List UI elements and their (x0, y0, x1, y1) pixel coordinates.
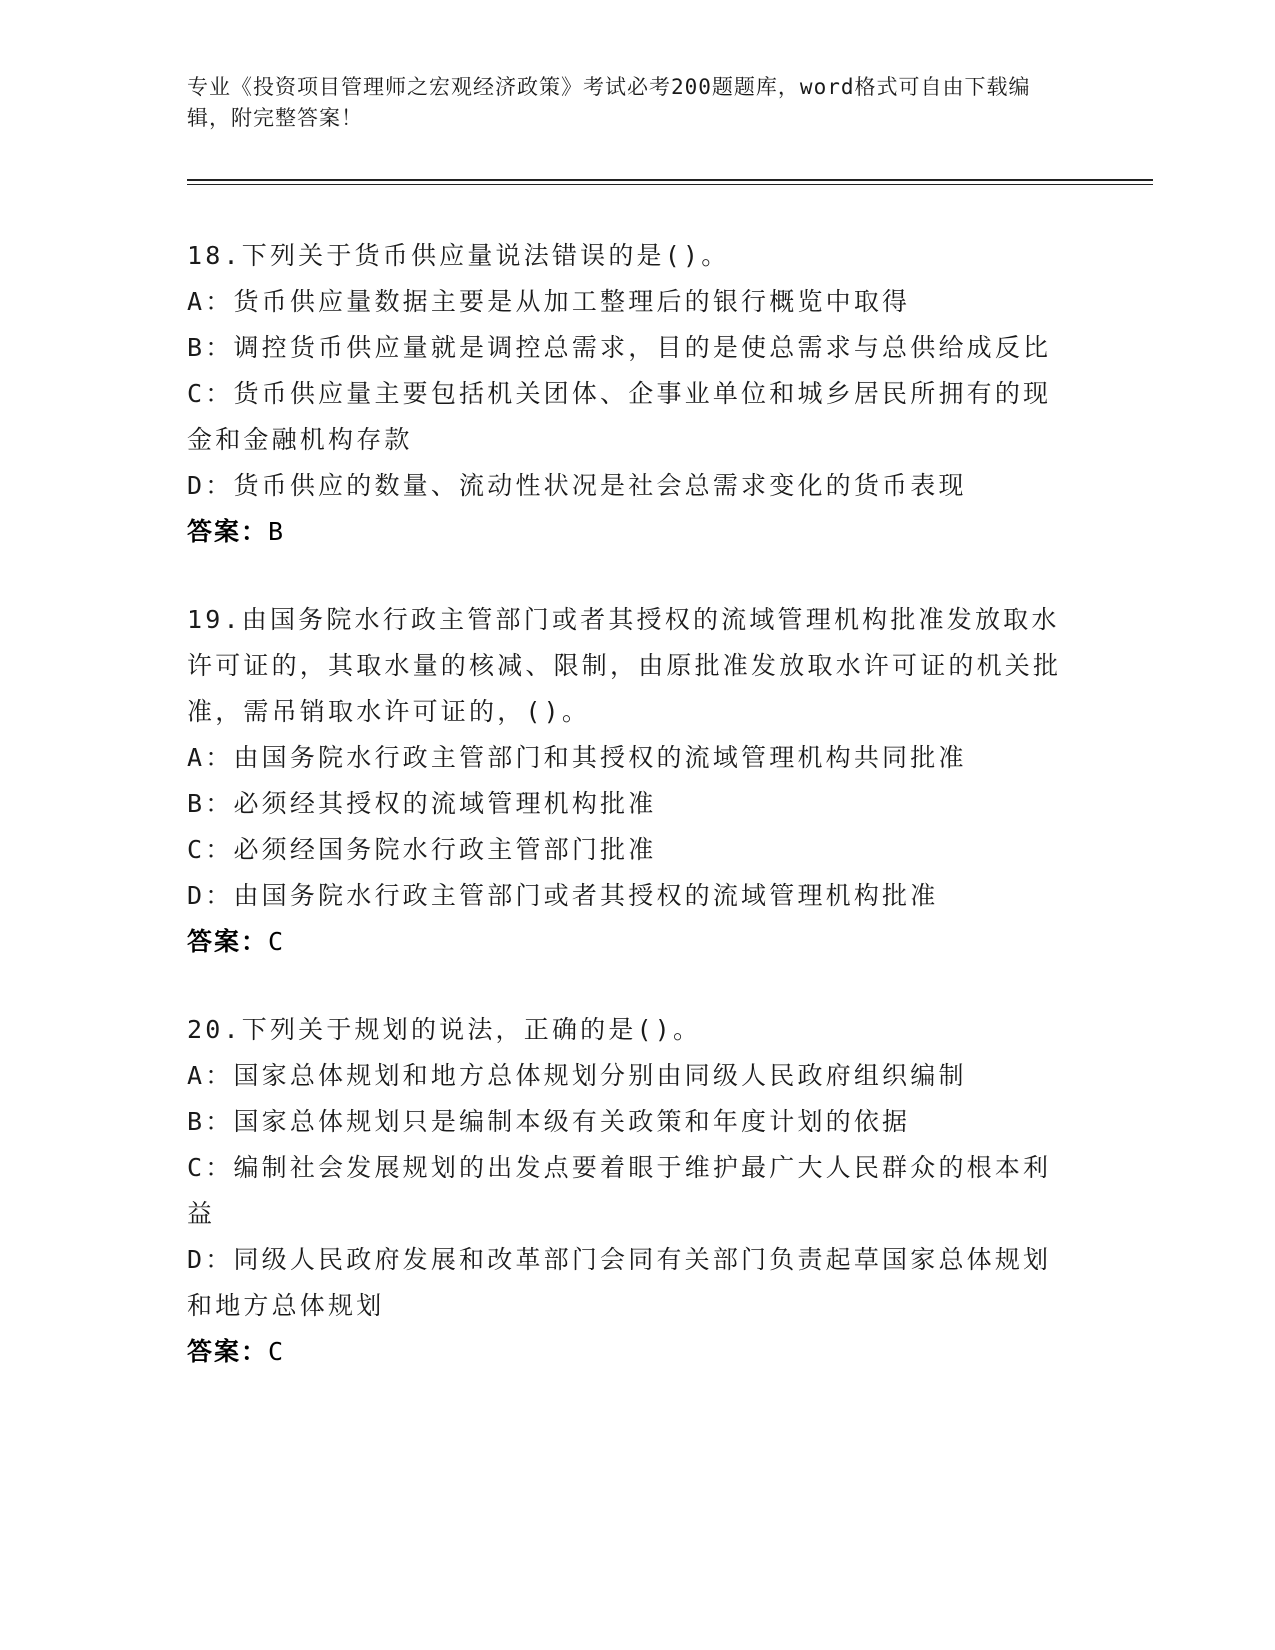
option-b: B：国家总体规划只是编制本级有关政策和年度计划的依据 (187, 1107, 911, 1136)
answer-line (187, 1329, 1077, 1375)
answer-value: B (268, 517, 284, 546)
option-a: A：货币供应量数据主要是从加工整理后的银行概览中取得 (187, 287, 911, 316)
header-rule-thin (187, 184, 1153, 185)
question-stem: 18.下列关于货币供应量说法错误的是()。 (187, 241, 730, 270)
question-list (187, 233, 1077, 1417)
question-19 (187, 597, 1077, 965)
question-20 (187, 1007, 1077, 1375)
answer-label: 答案： (187, 927, 269, 956)
header-rule-thick (187, 179, 1153, 181)
option-b: B：调控货币供应量就是调控总需求，目的是使总需求与总供给成反比 (187, 333, 1052, 362)
question-18 (187, 233, 1077, 555)
option-d: D：由国务院水行政主管部门或者其授权的流域管理机构批准 (187, 881, 939, 910)
answer-value: C (268, 1337, 284, 1366)
option-d: D：货币供应的数量、流动性状况是社会总需求变化的货币表现 (187, 471, 967, 500)
answer-label: 答案： (187, 1337, 269, 1366)
option-c: C：必须经国务院水行政主管部门批准 (187, 835, 657, 864)
question-stem: 20.下列关于规划的说法，正确的是()。 (187, 1015, 702, 1044)
option-b: B：必须经其授权的流域管理机构批准 (187, 789, 657, 818)
option-c: C：编制社会发展规划的出发点要着眼于维护最广大人民群众的根本利益 (187, 1153, 1052, 1228)
question-stem: 19.由国务院水行政主管部门或者其授权的流域管理机构批准发放取水许可证的，其取水量的核减、限制，由原批准发放取水许可证的机关批准，需吊销取水许可证的，()。 (187, 605, 1062, 726)
option-d: D：同级人民政府发展和改革部门会同有关部门负责起草国家总体规划和地方总体规划 (187, 1245, 1052, 1320)
option-a: A：由国务院水行政主管部门和其授权的流域管理机构共同批准 (187, 743, 967, 772)
answer-label: 答案： (187, 517, 269, 546)
document-header: 专业《投资项目管理师之宏观经济政策》考试必考200题题库，word格式可自由下载编辑，附完整答案！ (187, 75, 1031, 130)
option-a: A：国家总体规划和地方总体规划分别由同级人民政府组织编制 (187, 1061, 967, 1090)
answer-line (187, 509, 1077, 555)
answer-value: C (268, 927, 284, 956)
option-c: C：货币供应量主要包括机关团体、企事业单位和城乡居民所拥有的现金和金融机构存款 (187, 379, 1052, 454)
answer-line (187, 919, 1077, 965)
